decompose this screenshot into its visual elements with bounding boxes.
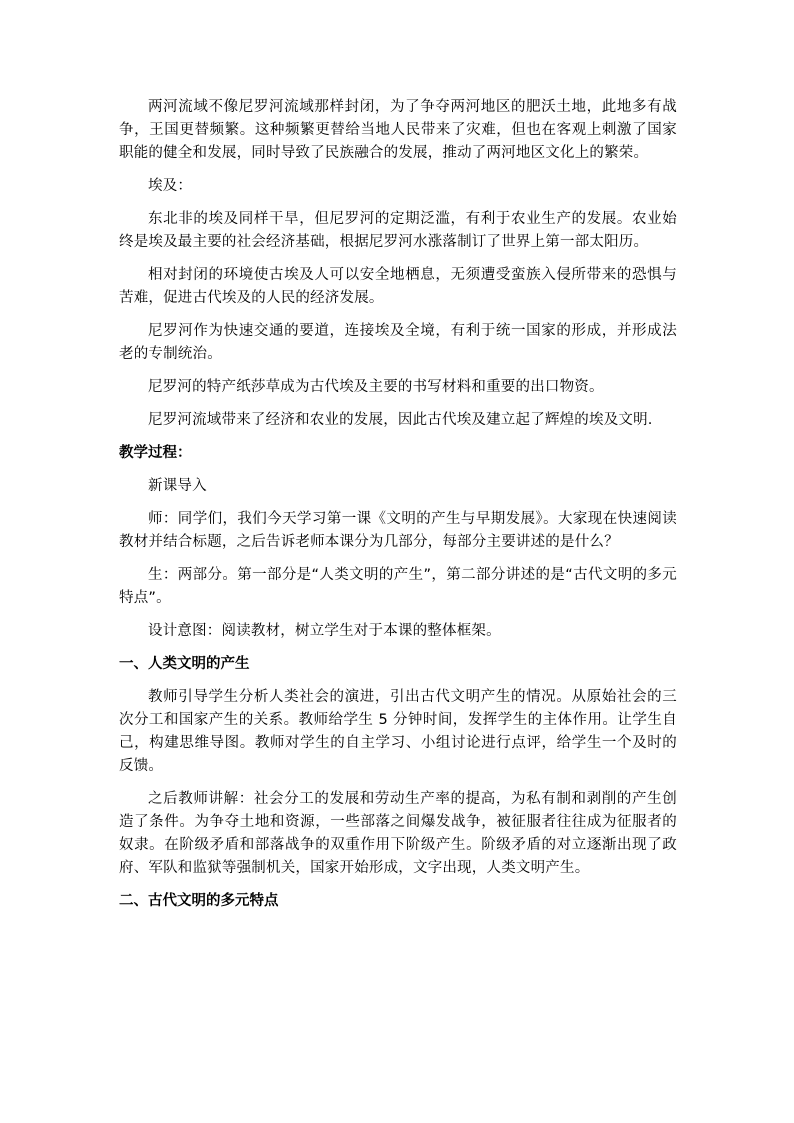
paragraph-intro-label: 新课导入 [148, 478, 207, 494]
paragraph-egypt-civilization: 尼罗河流域带来了经济和农业的发展，因此古代埃及建立起了辉煌的埃及文明. [148, 412, 653, 428]
paragraph-egypt-agriculture: 东北非的埃及同样干旱，但尼罗河的定期泛滥，有利于农业生产的发展。农业始终是埃及最主要的社会经济基础，根据尼罗河水涨落制订了世界上第一部太阳历。 [119, 211, 677, 250]
heading-teaching-process: 教学过程： [119, 445, 192, 461]
paragraph-egypt-transport: 尼罗河作为快速交通的要道，连接埃及全境，有利于统一国家的形成，并形成法老的专制统治。 [119, 323, 677, 362]
paragraph-design-intent: 设计意图：阅读教材，树立学生对于本课的整体框架。 [148, 623, 501, 639]
paragraph-egypt-papyrus: 尼罗河的特产纸莎草成为古代埃及主要的书写材料和重要的出口物资。 [148, 379, 604, 395]
paragraph-teacher-question: 师：同学们，我们今天学习第一课《文明的产生与早期发展》。大家现在快速阅读教材并结合标题，之后告诉老师本课分为几部分，每部分主要讲述的是什么？ [119, 511, 677, 550]
heading-section-one: 一、人类文明的产生 [119, 656, 250, 672]
paragraph-mesopotamia: 两河流域不像尼罗河流域那样封闭，为了争夺两河地区的肥沃土地，此地多有战争，王国更替频繁。这种频繁更替给当地人民带来了灾难，但也在客观上刺激了国家职能的健全和发展，同时导致了民族融合的发展，推动了两河地区文化上的繁荣。 [119, 99, 677, 161]
document-page [119, 96, 677, 923]
paragraph-student-answer: 生：两部分。第一部分是“人类文明的产生”，第二部分讲述的是“古代文明的多元特点”。 [119, 567, 677, 606]
paragraph-section-one-guide: 教师引导学生分析人类社会的演进，引出古代文明产生的情况。从原始社会的三次分工和国家产生的关系。教师给学生 5 分钟时间，发挥学生的主体作用。让学生自己，构建思维导图。教师对学生的自主学习、小组讨论进行点评，给学生一个及时的反馈。 [119, 689, 677, 774]
paragraph-egypt-environment: 相对封闭的环境使古埃及人可以安全地栖息，无须遭受蛮族入侵所带来的恐惧与苦难，促进古代埃及的人民的经济发展。 [119, 267, 677, 306]
paragraph-section-one-lecture: 之后教师讲解：社会分工的发展和劳动生产率的提高，为私有制和剥削的产生创造了条件。为争夺土地和资源，一些部落之间爆发战争，被征服者往往成为征服者的奴隶。在阶级矛盾和部落战争的双重作用下阶级产生。阶级矛盾的对立逐渐出现了政府、军队和监狱等强制机关，国家开始形成，文字出现，人类文明产生。 [119, 791, 677, 876]
paragraph-egypt-label: 埃及： [148, 178, 193, 194]
heading-section-two: 二、古代文明的多元特点 [119, 893, 279, 909]
